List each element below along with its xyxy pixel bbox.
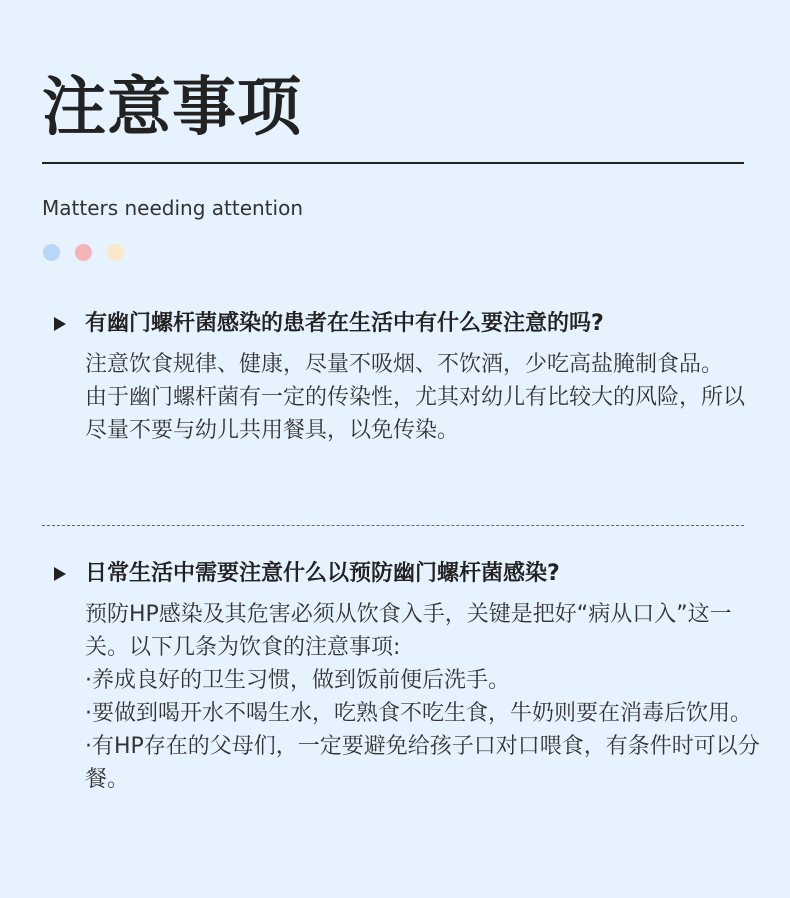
title-divider xyxy=(42,162,744,164)
answer-bullet: ·要做到喝开水不喝生水，吃熟食不吃生食，牛奶则要在消毒后饮用。 xyxy=(85,701,752,726)
answer-body xyxy=(85,348,760,447)
blue-dot-icon xyxy=(43,244,60,261)
decorative-dots xyxy=(43,244,124,261)
page-title: 注意事项 xyxy=(42,71,302,145)
answer-paragraph: 预防HP感染及其危害必须从饮食入手，关键是把好“病从口入”这一关。以下几条为饮食的注意事项: xyxy=(85,602,732,660)
triangle-right-icon xyxy=(54,317,66,331)
answer-bullet: ·有HP存在的父母们，一定要避免给孩子口对口喂食，有条件时可以分餐。 xyxy=(85,734,760,792)
qa-section xyxy=(54,556,764,796)
answer-paragraph: 由于幽门螺杆菌有一定的传染性，尤其对幼儿有比较大的风险，所以尽量不要与幼儿共用餐具，以免传染。 xyxy=(85,385,746,443)
question-text: 有幽门螺杆菌感染的患者在生活中有什么要注意的吗? xyxy=(85,311,604,336)
yellow-dot-icon xyxy=(107,244,124,261)
question-heading xyxy=(54,306,764,342)
page-subtitle: Matters needing attention xyxy=(42,196,303,220)
question-text: 日常生活中需要注意什么以预防幽门螺杆菌感染? xyxy=(85,561,560,586)
answer-bullet: ·养成良好的卫生习惯，做到饭前便后洗手。 xyxy=(85,668,510,693)
qa-section xyxy=(54,306,764,447)
question-heading xyxy=(54,556,764,592)
triangle-right-icon xyxy=(54,567,66,581)
answer-paragraph: 注意饮食规律、健康，尽量不吸烟、不饮酒，少吃高盐腌制食品。 xyxy=(85,352,724,377)
dashed-divider xyxy=(42,525,744,526)
pink-dot-icon xyxy=(75,244,92,261)
answer-body xyxy=(85,598,760,796)
